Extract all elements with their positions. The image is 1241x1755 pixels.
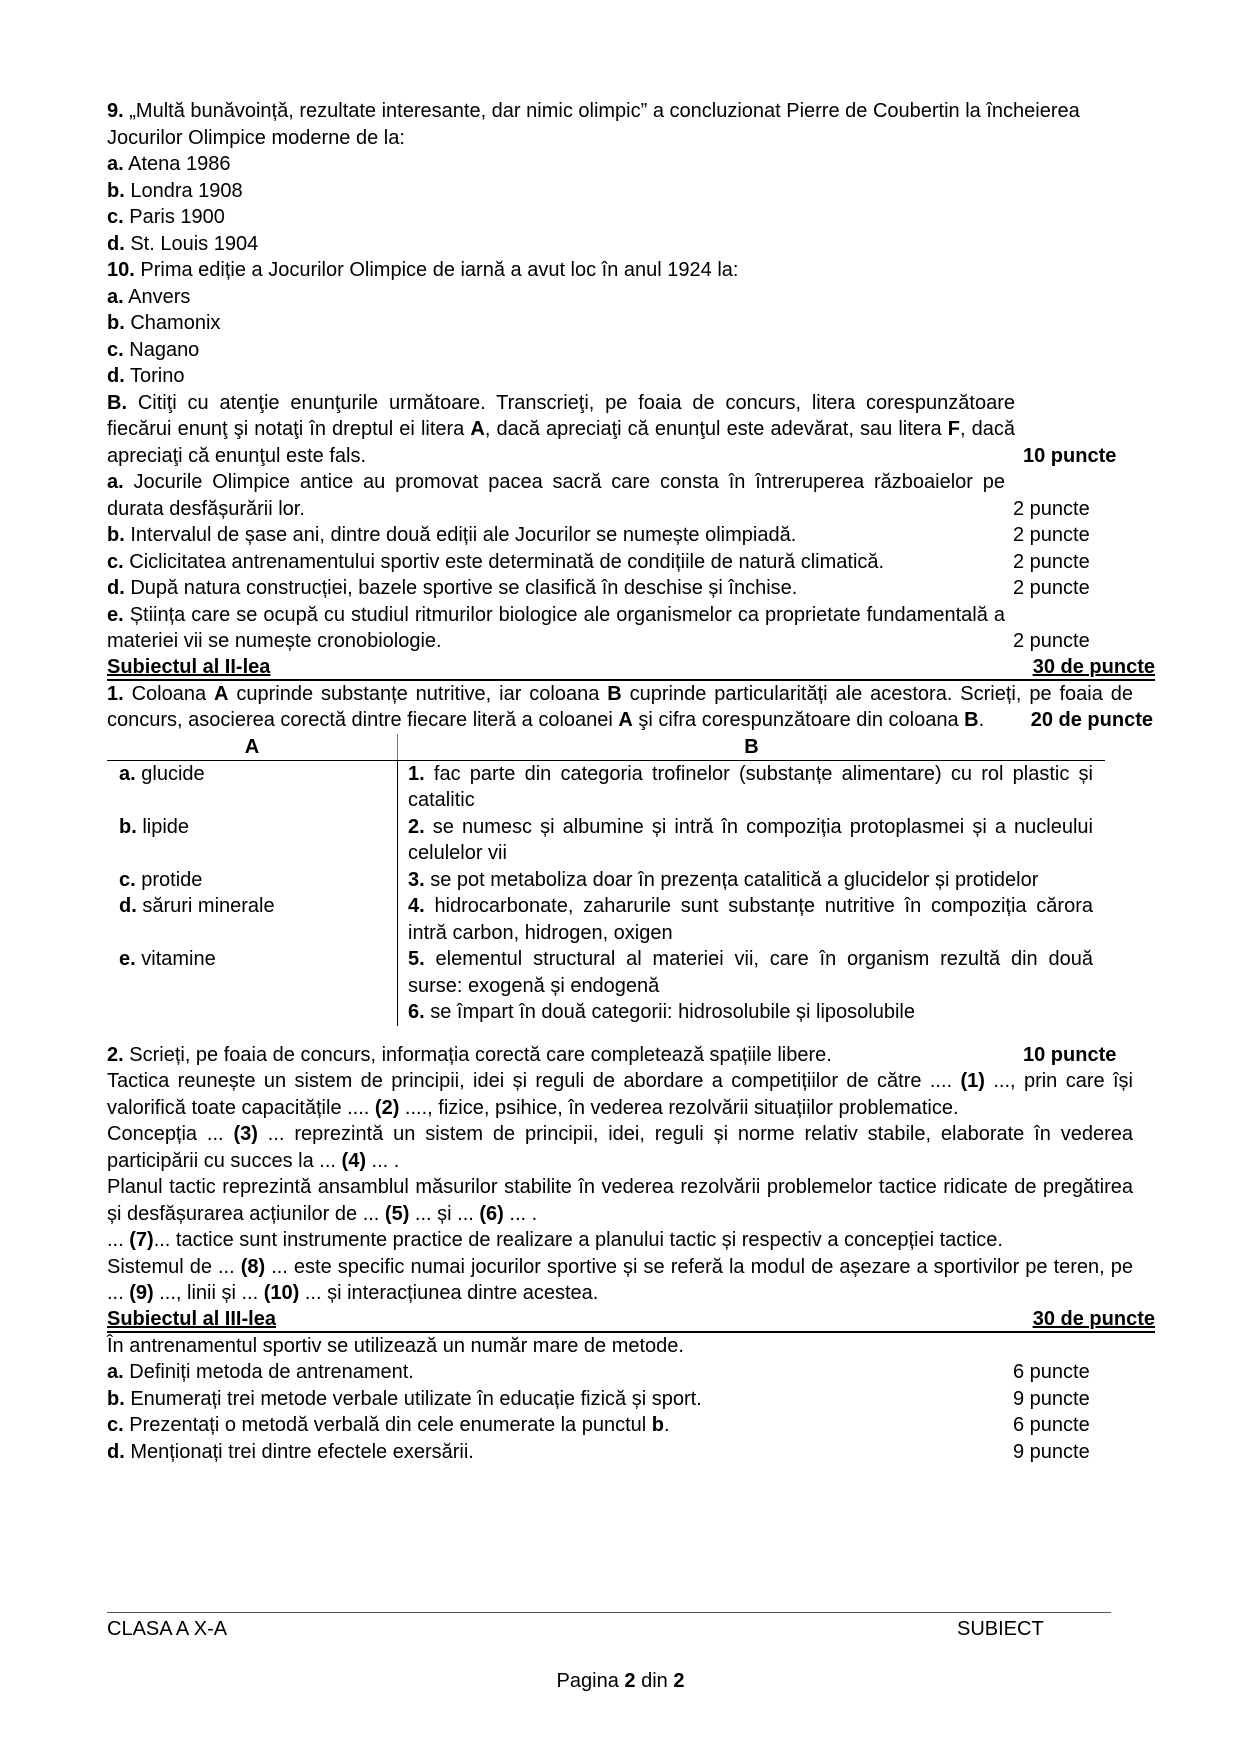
- column-b-item: 4. hidrocarbonate, zaharurile sunt substanțe nutritive în compoziția cărora intră carbon, hidrogen, oxigen: [398, 893, 1106, 946]
- question-text: „Multă bunăvoință, rezultate interesante, dar nimic olimpic” a concluzionat Pierre de Coubertin la încheierea Jocurilor Olimpice moderne de la:: [107, 100, 1080, 149]
- fill-paragraph: Planul tactic reprezintă ansamblul măsurilor stabilite în vederea rezolvării problemelor tactice ridicate de pregătirea și desfășurarea acțiunilor de ... (5) ... și ... (6) ... .: [107, 1176, 1133, 1225]
- points: 10 puncte: [1023, 444, 1117, 467]
- column-b-header: B: [398, 734, 1106, 761]
- part-b: [107, 390, 1133, 655]
- option: b. Chamonix: [107, 312, 221, 334]
- task: c. Prezentați o metodă verbală din cele enumerate la punctul b. 6 puncte: [107, 1412, 1133, 1439]
- option: c. Paris 1900: [107, 206, 225, 228]
- option: b. Londra 1908: [107, 179, 243, 202]
- task: b. Enumerați trei metode verbale utilizate în educație fizică și sport. 9 puncte: [107, 1386, 1133, 1413]
- footer-subject: SUBIECT: [957, 1618, 1044, 1640]
- exam-page: [107, 98, 1155, 1465]
- option: c. Nagano: [107, 338, 200, 361]
- fill-paragraph: Concepția ... (3) ... reprezintă un sistem de principii, idei, reguli și norme relativ stabile, elaborate în vederea participării cu succes la ... (4) ... .: [107, 1123, 1133, 1172]
- column-a-item: c. protide: [119, 868, 203, 891]
- points: 2 puncte: [1013, 630, 1090, 652]
- question-2-1: 1. Coloana A cuprinde substanțe nutritive, iar coloana B cuprinde particularități ale acestora. Scrieți, pe foaia de concurs, asocierea corectă dintre fiecare literă a coloanei A şi cifra corespunzătoare din coloana B. 20 de puncte: [107, 681, 1133, 734]
- option: a. Atena 1986: [107, 153, 231, 175]
- section-3-intro: În antrenamentul sportiv se utilizează un număr mare de metode.: [107, 1334, 684, 1357]
- page-number: Pagina 2 din 2: [556, 1670, 685, 1692]
- section-header-2: Subiectul al II-lea 30 de puncte: [107, 655, 1155, 681]
- statement: b. Intervalul de șase ani, dintre două ediții ale Jocurilor se numește olimpiadă. 2 puncte: [107, 522, 1133, 549]
- statement: d. După natura construcției, bazele sportive se clasifică în deschise și închise. 2 puncte: [107, 575, 1133, 602]
- points: 2 puncte: [1013, 497, 1090, 520]
- column-b-item: 2. se numesc și albumine și intră în compoziția protoplasmei și a nucleului celulelor vii: [398, 814, 1106, 867]
- matching-table: [107, 734, 1105, 1026]
- column-a-header: A: [107, 734, 398, 761]
- points: 9 puncte: [1013, 1387, 1090, 1410]
- task: a. Definiți metoda de antrenament. 6 puncte: [107, 1359, 1133, 1386]
- points: 2 puncte: [1013, 550, 1090, 573]
- column-b-item: 1. fac parte din categoria trofinelor (substanțe alimentare) cu rol plastic și catalitic: [398, 760, 1106, 814]
- statement: e. Știința care se ocupă cu studiul ritmurilor biologice ale organismelor ca proprietate fundamentală a materiei vii se numește cronobiologie. 2 puncte: [107, 602, 1133, 655]
- question-text: Prima ediție a Jocurilor Olimpice de iarnă a avut loc în anul 1924 la:: [140, 259, 739, 281]
- points: 2 puncte: [1013, 577, 1090, 599]
- fill-paragraph: Tactica reunește un sistem de principii, idei și reguli de abordare a competițiilor de către .... (1) ..., prin care își valorifică toate capacitățile .... (2) ...., fizice, psihice, în vederea rezolvării situațiilor problematice.: [107, 1070, 1133, 1119]
- column-b-item: 3. se pot metaboliza doar în prezența catalitică a glucidelor și protidelor: [398, 867, 1106, 894]
- fill-paragraph: Sistemul de ... (8) ... este specific numai jocurilor sportive și se referă la modul de așezare a sportivilor pe teren, pe ... (9) ..., linii și ... (10) ... și interacțiunea dintre acestea.: [107, 1255, 1133, 1304]
- points: 20 de puncte: [1030, 709, 1153, 731]
- question-2-2: 2. Scrieți, pe foaia de concurs, informația corectă care completează spațiile libere. 10 puncte: [107, 1042, 1133, 1069]
- statement: c. Ciclicitatea antrenamentului sportiv este determinată de condițiile de natură climatică. 2 puncte: [107, 549, 1133, 576]
- question-9: [107, 98, 1133, 257]
- points: 2 puncte: [1013, 524, 1090, 546]
- footer-divider: [107, 1612, 1111, 1613]
- column-a-item: d. săruri minerale: [119, 895, 275, 917]
- option: a. Anvers: [107, 285, 191, 308]
- column-a-item: e. vitamine: [119, 948, 216, 970]
- question-number: 10.: [107, 259, 135, 281]
- points: 9 puncte: [1013, 1440, 1090, 1463]
- fill-paragraph: ... (7)... tactice sunt instrumente practice de realizare a planului tactic și respectiv a concepției tactice.: [107, 1229, 1003, 1251]
- option: d. Torino: [107, 365, 185, 387]
- question-number: 9.: [107, 100, 124, 122]
- task: d. Menționați trei dintre efectele exersării. 9 puncte: [107, 1439, 1133, 1466]
- part-b-intro: B. Citiţi cu atenţie enunţurile următoare. Transcrieţi, pe foaia de concurs, litera corespunzătoare fiecărui enunţ şi notaţi în dreptul ei litera A, dacă apreciaţi că enunţul este adevărat, sau litera F, dacă apreciaţi că enunţul este fals. 10 puncte: [107, 390, 1133, 470]
- column-b-item: 5. elementul structural al materiei vii, care în organism rezultă din două surse: exogenă și endogenă: [398, 946, 1106, 999]
- points: 6 puncte: [1013, 1414, 1090, 1436]
- section-header-3: Subiectul al III-lea 30 de puncte: [107, 1307, 1155, 1333]
- footer-class: CLASA A X-A: [107, 1618, 228, 1640]
- points: 10 puncte: [1023, 1043, 1117, 1066]
- option: d. St. Louis 1904: [107, 232, 259, 255]
- question-10: [107, 257, 1133, 390]
- points: 6 puncte: [1013, 1361, 1090, 1383]
- column-b-item: 6. se împart în două categorii: hidrosolubile și liposolubile: [398, 999, 1106, 1026]
- column-a-item: a. glucide: [119, 762, 205, 785]
- statement: a. Jocurile Olimpice antice au promovat pacea sacră care consta în întreruperea războaielor pe durata desfășurării lor. 2 puncte: [107, 469, 1133, 522]
- column-a-item: b. lipide: [119, 815, 190, 838]
